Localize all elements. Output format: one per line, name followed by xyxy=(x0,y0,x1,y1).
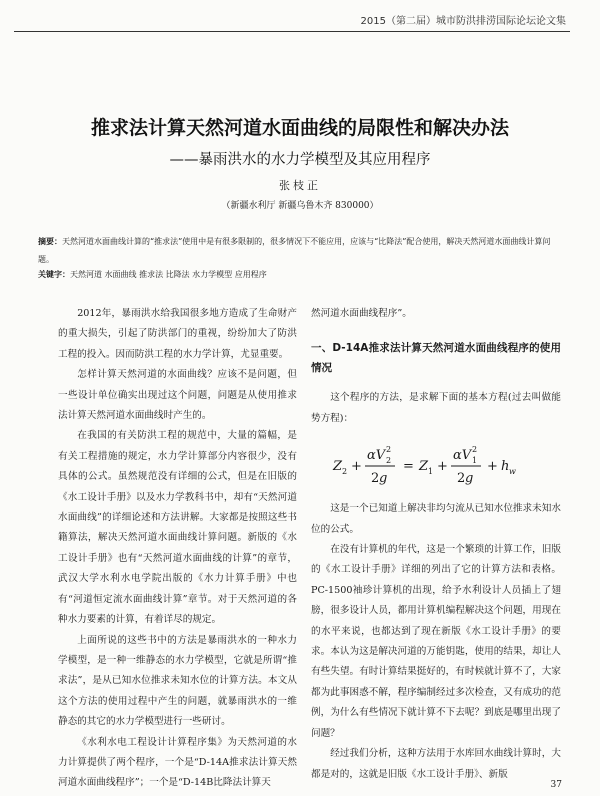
svg-text:2: 2 xyxy=(386,445,392,455)
running-header: 2015（第二届）城市防洪排涝国际论坛论文集 xyxy=(360,16,566,27)
svg-text:w: w xyxy=(509,467,516,477)
right-column xyxy=(311,304,561,785)
abstract-text: 天然河道水面曲线计算的“推求法”使用中是有很多限制的，很多情况下不能应用，应该与“比降法”配合使用，解决天然河道水面曲线计算问题。 xyxy=(38,237,551,264)
paragraph: 在没有计算机的年代，这是一个繁琐的计算工作，旧版的《水工设计手册》详细的列出了它的计算方法和表格。PC-1500袖珍计算机的出现，给予水利设计人员插上了翅膀，很多设计人员，都用计算机编程解决这个问题，用现在的水平来说，也都达到了现在新版《水工设计手册》的要求。本认为这是解决河道的万能钥匙，使用的结果，却让人有些失望。有时计算结果挺好的，有时候就计算不了，大家都为此事困惑不解，程序编制经过多次检查，又有成功的范例，为什么有些情况下就计算不下去呢？到底是哪里出现了问题？ xyxy=(311,544,561,739)
paragraph: 上面所说的这些书中的方法是暴雨洪水的一种水力学模型，是一种一维静态的水力学模型，它就是所谓“推求法”，是从已知水位推求未知水位的计算方法。本文从这个方法的使用过程中产生的问题，就暴雨洪水的一维静态的其它的水力学模型进行一些研讨。 xyxy=(58,634,297,728)
svg-text:h: h xyxy=(501,459,510,475)
svg-text:2: 2 xyxy=(457,471,466,487)
svg-text:1: 1 xyxy=(472,456,478,466)
paragraph: 在我国的有关防洪工程的规范中，大量的篇幅，是有关工程措施的规定，水力学计算部分内容很少，没有具体的公式。虽然规范没有详细的公式，但是在旧版的《水工设计手册》以及水力学教科书中，却有“天然河道水面曲线”的详细论述和方法讲解。大家都是按照这些书籍算法，解决天然河道水面曲线计算问题。新版的《水工设计手册》也有“天然河道水面曲线的计算”的章节，武汉大学水利水电学院出版的《水力计算手册》中也有“河道恒定流水面曲线计算”章节。对于天然河道的各种水力要素的计算，有着详尽的规定。 xyxy=(58,430,297,626)
svg-text:g: g xyxy=(465,471,474,487)
svg-text:2: 2 xyxy=(472,445,478,455)
section-heading: 一、D-14A推求法计算天然河道水面曲线程序的使用情况 xyxy=(311,342,561,375)
svg-text:+: + xyxy=(351,459,362,475)
svg-text:g: g xyxy=(379,471,388,487)
paragraph: 经过我们分析，这种方法用于水库回水曲线计算时，大都是对的，这就是旧版《水工设计手册》、新版 xyxy=(311,748,561,780)
svg-text:2: 2 xyxy=(371,471,380,487)
author-affiliation: （新疆水利厅 新疆乌鲁木齐 830000） xyxy=(221,201,379,211)
paragraph: 这个程序的方法，是求解下面的基本方程(过去叫做能势方程)： xyxy=(311,392,561,424)
svg-text:+: + xyxy=(487,459,498,475)
paper-title: 推求法计算天然河道水面曲线的局限性和解决办法 xyxy=(90,117,509,139)
abstract-label: 摘要： xyxy=(38,236,62,246)
keywords-label: 关键字： xyxy=(38,269,70,279)
svg-text:2: 2 xyxy=(342,467,348,477)
svg-text:2: 2 xyxy=(386,456,392,466)
abstract xyxy=(38,232,558,269)
paper-subtitle: ——暴雨洪水的水力学模型及其应用程序 xyxy=(169,152,431,168)
svg-text:αV: αV xyxy=(453,448,472,464)
left-column xyxy=(58,304,297,794)
svg-text:=: = xyxy=(403,459,414,475)
energy-equation xyxy=(311,429,561,499)
paragraph: 2012年，暴雨洪水给我国很多地方造成了生命财产的重大损失，引起了防洪部门的重视，纷纷加大了防洪工程的投入。因而防洪工程的水力学计算，尤显重要。 xyxy=(58,308,297,360)
keywords xyxy=(38,269,558,280)
svg-text:αV: αV xyxy=(367,448,386,464)
header-rule xyxy=(14,31,570,32)
paragraph-continuation: 然河道水面曲线程序”。 xyxy=(311,308,412,319)
svg-text:+: + xyxy=(437,459,448,475)
keywords-text: 天然河道 水面曲线 推求法 比降法 水力学模型 应用程序 xyxy=(70,270,267,279)
paragraph: 《水利水电工程设计计算程序集》为天然河道的水力计算提供了两个程序，一个是“D-14A推求法计算天然河道水面曲线程序”；一个是“D-14B比降法计算天 xyxy=(58,736,297,789)
author-name: 张枝正 xyxy=(279,179,321,192)
svg-text:Z: Z xyxy=(419,459,429,475)
svg-text:Z: Z xyxy=(333,459,343,475)
equation-graphic xyxy=(311,429,561,499)
paragraph: 怎样计算天然河道的水面曲线？应该不是问题，但一些设计单位确实出现过这个问题，问题是从使用推求法计算天然河道水面曲线时产生的。 xyxy=(58,369,297,422)
paragraph: 这是一个已知道上解决非均匀流从已知水位推求未知水位的公式。 xyxy=(311,503,561,535)
page-number: 37 xyxy=(550,780,562,790)
svg-text:1: 1 xyxy=(428,467,434,477)
